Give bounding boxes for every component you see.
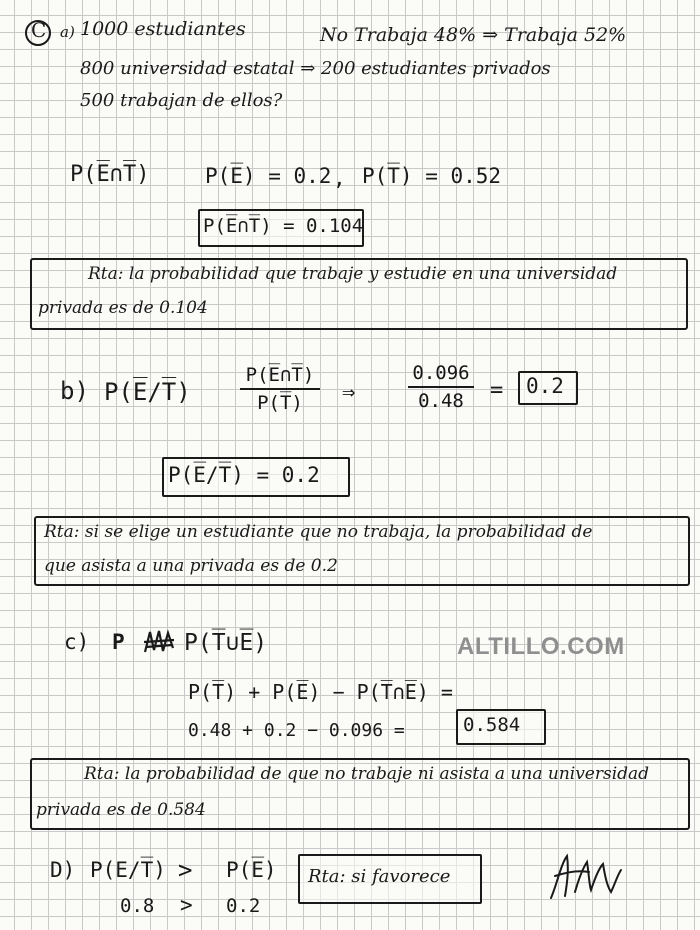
part-d-marker: D) — [50, 858, 76, 882]
part-c-line-1: P(T̅) + P(E̅) − P(T̅∩E̅) = — [188, 680, 453, 704]
part-d-rhs: P(E̅) — [226, 858, 277, 882]
watermark: ALTILLO.COM — [457, 633, 625, 660]
fraction-numerator: P(E̅∩T̅) — [245, 364, 315, 386]
scribble-icon — [142, 628, 176, 656]
part-d-lhs: P(E/T̅) — [90, 858, 166, 882]
part-d-rhs-value: 0.2 — [226, 895, 261, 917]
part-c-marker: c) — [64, 630, 90, 654]
part-b-marker: b) — [60, 377, 89, 405]
answer-c-line-1: Rta: la probabilidad de que no trabaje ni asista a una universidad — [84, 764, 650, 784]
given-separator: , — [333, 166, 346, 190]
result-b: P(E̅/T̅) = 0.2 — [168, 463, 320, 487]
part-c-label: C — [31, 18, 47, 42]
given-pt: P(T̅) = 0.52 — [362, 164, 502, 188]
fraction-denominator: P(T̅) — [257, 392, 303, 414]
signature-icon — [545, 848, 625, 904]
part-b-expr: P(E̅/T̅) — [104, 378, 191, 406]
given-pe: P(E̅) = 0.2 — [205, 164, 332, 188]
answer-b-line-1: Rta: si se elige un estudiante que no trabaja, la probabilidad de — [44, 522, 593, 542]
fraction-bar — [240, 388, 320, 390]
item-marker: a) — [60, 23, 75, 41]
intro-line-1: 1000 estudiantes — [80, 18, 246, 40]
answer-c-line-2: privada es de 0.584 — [36, 800, 206, 820]
intro-line-3: 500 trabajan de ellos? — [80, 90, 283, 111]
answer-d: Rta: si favorece — [308, 866, 451, 887]
fraction-num-value: 0.096 — [412, 362, 470, 384]
fraction-num-bar — [408, 386, 474, 388]
implies-arrow: ⇒ — [342, 380, 356, 405]
part-c-scribble: P — [112, 630, 125, 654]
part-d-lhs-value: 0.8 — [120, 895, 155, 917]
part-d-gt: > — [178, 856, 193, 884]
answer-a-line-1: Rta: la probabilidad que trabaje y estudie en una universidad — [88, 264, 618, 284]
part-d-gt-values: > — [180, 893, 193, 917]
given-lhs: P(E̅∩T̅) — [70, 162, 150, 187]
part-c-expr: P(T̅∪E̅) — [184, 630, 268, 656]
part-c-line-2: 0.48 + 0.2 − 0.096 = — [188, 720, 405, 741]
answer-b-line-2: que asista a una privada es de 0.2 — [44, 556, 338, 576]
boxed-value-b-text: 0.2 — [526, 374, 564, 398]
answer-a-line-2: privada es de 0.104 — [38, 298, 208, 318]
result-a: P(E̅∩T̅) = 0.104 — [203, 215, 364, 237]
fraction-den-value: 0.48 — [418, 390, 464, 412]
intro-line-1-right: No Trabaja 48% ⇒ Trabaja 52% — [320, 24, 627, 46]
intro-line-2: 800 universidad estatal ⇒ 200 estudiantes privados — [80, 58, 551, 79]
boxed-value-c-text: 0.584 — [463, 714, 521, 736]
fraction-symbolic — [240, 364, 320, 414]
equals-sign: = — [490, 378, 504, 403]
fraction-numeric — [408, 362, 474, 412]
